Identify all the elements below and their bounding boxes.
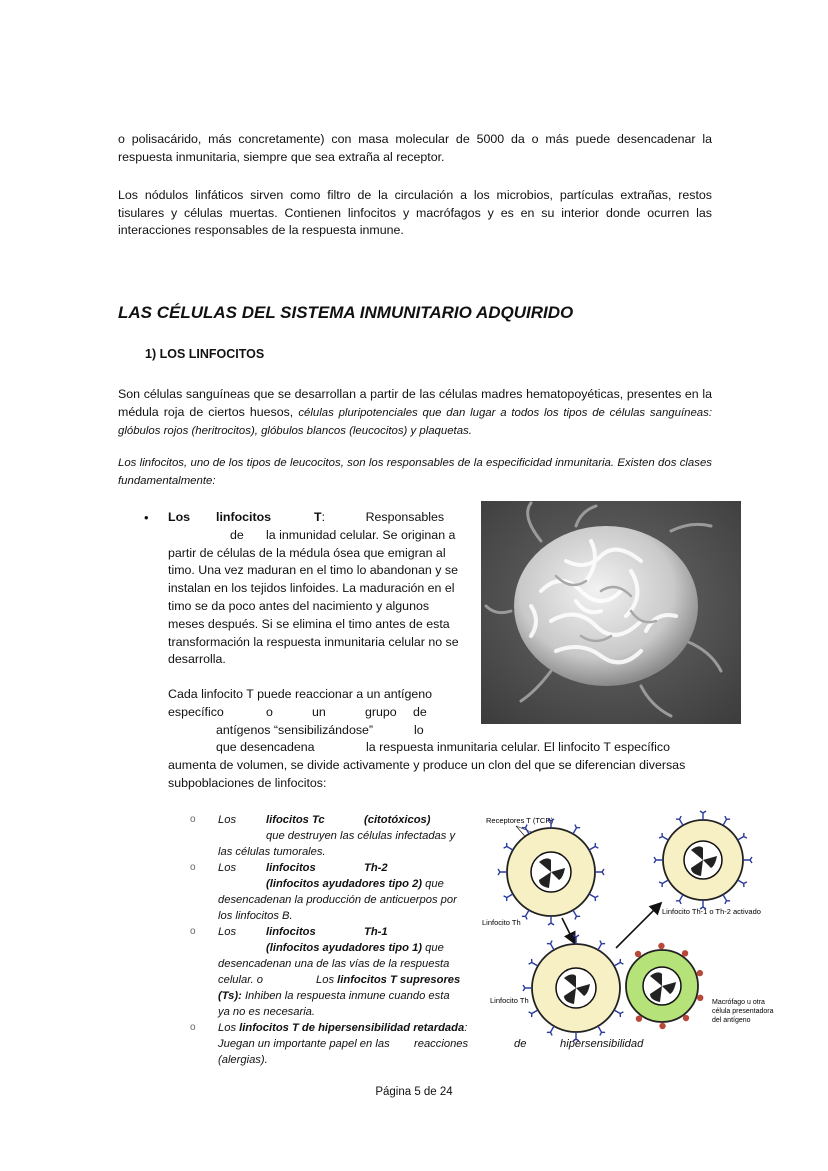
t2-word-3: un [312,704,326,719]
macrophage-cell [626,950,698,1022]
th2-label: Th-2 [364,862,388,874]
tcr-receptor-icon [659,833,668,840]
list-marker: o [190,926,196,937]
ts-line-3: ya no es necesaria. [218,1006,316,1018]
th1-term: linfocitos [266,926,316,938]
hs-word-los: Los [218,1022,237,1034]
hs-line-2 [218,1036,644,1052]
arrow-down [562,918,574,942]
tcr-receptor-icon [522,825,529,834]
bullet-marker: • [144,510,149,525]
th2-line-2 [218,876,480,892]
antigen-icon [697,995,703,1001]
tc-line-3: las células tumorales. [218,846,326,858]
th1-label: Th-1 [364,926,388,938]
tcr-receptor-icon [659,880,668,887]
t2-line-3-a: antígenos “sensibilizándose” [216,722,374,737]
arrow-up [616,904,660,948]
t2-line-3-b: lo [414,722,424,737]
th2-full-name: (linfocitos ayudadores tipo 2) [266,878,423,890]
tcr-receptor-icon [547,941,554,950]
tcr-receptor-icon [547,1026,554,1035]
tcr-receptor-icon [529,959,538,966]
tcr-receptor-icon [700,900,706,909]
tcr-receptor-icon [573,910,580,919]
lymphocyte-micrograph [481,501,741,724]
tcr-receptor-icon [589,894,598,901]
t2-line-3 [168,722,712,740]
th-activation-diagram [476,810,796,1060]
paragraph-blood-cells-text: Son células sanguíneas que se desarrollan a partir de las células madres hematopoyéticas, presentes en la médula roja de ciertos huesos, [118,387,712,419]
antigen-icon [697,970,703,976]
label-macrophage-3: del antígeno [712,1017,751,1024]
tcr-receptor-icon [614,959,623,966]
tcr-receptor-icon [598,1026,605,1035]
hs-de: de [514,1038,527,1050]
paragraph-lymphocyte-classes: Los linfocitos, uno de los tipos de leucocitos, son los responsables de la especificidad inmunitaria. Existen dos clases fundamentalmente: [118,457,712,487]
th2-word-los: Los [218,862,237,874]
tcr-receptor-icon [573,825,580,834]
ts-abbrev: (Ts): [218,990,242,1002]
antigen-icon [635,951,641,957]
tcr-receptor-icon [573,935,579,944]
th1-line-2 [218,940,480,956]
list-marker: o [190,1022,196,1033]
t-line-2-rest: la inmunidad celular. Se originan a [266,527,456,542]
t-heading-colon: : [321,510,326,524]
tcr-receptor-icon [504,894,513,901]
hs-reacciones: reacciones [414,1038,469,1050]
th-cell-resting [507,828,595,916]
tcr-receptor-icon [498,869,507,875]
th1-full-name: (linfocitos ayudadores tipo 1) [266,942,423,954]
t2-word-4: grupo [365,704,397,719]
tcr-receptor-icon [522,910,529,919]
list-item-th1 [190,924,480,1020]
tcr-receptor-icon [700,811,706,820]
tcr-receptor-icon [614,1010,623,1017]
t-heading-word-5: Responsables [365,510,445,524]
th2-line-3: desencadenan la producción de anticuerpos por [218,894,457,906]
section-title: LAS CÉLULAS DEL SISTEMA INMUNITARIO ADQUIRIDO [118,303,574,322]
t-word-de: de [230,527,244,542]
tcr-receptor-icon [523,985,532,991]
th-cell-activated [663,820,743,900]
hs-hipersensibilidad: hipersensibilidad [560,1038,644,1050]
th2-term: linfocitos [266,862,316,874]
ts-term: linfocitos T supresores [337,974,461,986]
t-heading-word-3: T [314,510,322,524]
antigen-icon [682,950,688,956]
th-cell-presenting [532,944,620,1032]
th1-line-3: desencadenan una de las vías de la respuesta [218,958,450,970]
t-lymphocyte-description [168,509,468,669]
th1-celular: celular. o [218,974,263,986]
t2-rest: aumenta de volumen, se divide activamente y produce un clon del que se diferencian diversas subpoblaciones de linfocitos: [168,758,686,790]
label-th-activated: Linfocito Th-1 o Th-2 activado [662,907,761,916]
paragraph-blood-cells [118,386,712,441]
t-heading-word-1: Los [168,510,191,524]
tcr-receptor-icon [654,857,663,863]
tcr-receptor-icon [589,843,598,850]
hs-term: linfocitos T de hipersensibilidad retardada [239,1022,465,1034]
antigen-icon [683,1015,689,1021]
t2-word-2: o [266,704,273,719]
t-heading-word-2: linfocitos [216,510,272,524]
t-line-2 [168,527,468,545]
tcr-receptor-icon [738,880,747,887]
tc-term: lifocitos Tc [266,814,325,826]
page-footer: Página 5 de 24 [375,1086,453,1098]
label-macrophage-2: célula presentadora [712,1008,774,1015]
t2-word-5: de [413,704,427,719]
th1-line-4 [218,972,480,988]
th1-que: que [425,942,444,954]
tcr-receptor-icon [598,941,605,950]
th1-word-los: Los [218,926,237,938]
paragraph-lymph-nodes: Los nódulos linfáticos sirven como filtro de la circulación a los microbios, partículas extrañas, restos tisulares y células muertas. Contienen linfocitos y macrófagos y es en su interior donde ocurren las interacciones responsables de la respuesta inmune. [118,188,712,237]
tcr-receptor-icon [504,843,513,850]
t2-line-4 [168,739,712,757]
label-th-presenting: Linfocito Th [490,996,529,1005]
tcr-receptor-icon [723,816,730,825]
t2-line-4-a: que desencadena [216,740,315,755]
list-item-tc [190,812,480,860]
list-item-th2 [190,860,480,924]
label-tcr: Receptores T (TCR) [486,816,554,825]
paragraph-blood-cells-italic: células pluripotenciales que dan lugar a todos los tipos de células sanguíneas: glóbulos rojos (heritrocitos), glóbulos blancos (leucocitos) y plaquetas. [118,406,712,437]
tc-term-paren: (citotóxicos) [364,814,431,826]
tcr-receptor-icon [676,816,683,825]
list-marker: o [190,862,196,873]
tcr-receptor-icon [743,857,752,863]
t2-line-4-b: la respuesta inmunitaria celular. El linfocito T específico [366,740,670,755]
tc-word-los: Los [218,814,237,826]
tcr-receptor-icon [723,895,730,904]
tcr-receptor-icon [548,916,554,925]
paragraph-molecular-mass: o polisacárido, más concretamente) con masa molecular de 5000 da o más puede desencadenar la respuesta inmunitaria, siempre que sea extraña al receptor. [118,132,712,164]
subsection-title: 1) LOS LINFOCITOS [145,347,265,361]
hs-desc: Juegan un importante papel en las [218,1038,390,1050]
th2-que: que [425,878,444,890]
ts-desc: Inhiben la respuesta inmune cuando esta [244,990,450,1002]
t-heading-line [168,509,468,527]
antigen-icon [659,1023,665,1029]
label-macrophage-1: Macrófago u otra [712,999,765,1006]
ts-line-2 [218,988,480,1004]
th2-line-4: los linfocitos B. [218,910,293,922]
list-item-hypersensitivity [190,1020,644,1068]
hs-colon: : [464,1022,468,1034]
tcr-receptor-icon [738,833,747,840]
tcr-receptor-icon [573,1032,579,1041]
t2-word-1: específico [168,704,224,719]
tc-line-2: que destruyen las células infectadas y [266,830,456,842]
tcr-receptor-icon [676,895,683,904]
t2-line-1: Cada linfocito T puede reaccionar a un antígeno [168,687,433,701]
tcr-receptor-icon [529,1010,538,1017]
label-th-resting: Linfocito Th [482,918,521,927]
list-marker: o [190,814,196,825]
tcr-receptor-icon [595,869,604,875]
ts-word-los: Los [316,974,335,986]
antigen-icon [658,943,664,949]
antigen-icon [636,1015,642,1021]
t-body: partir de células de la médula ósea que emigran al timo. Una vez maduran en el timo lo abandonan y se instalan en los tejidos linfoides. La maduración en el timo se da poco antes del nacimiento y algunos meses después. Si se elimina el timo antes de esta transformación la respuesta inmunitaria celular no se desarrolla. [168,545,459,667]
hs-line-3: (alergias). [218,1054,268,1066]
